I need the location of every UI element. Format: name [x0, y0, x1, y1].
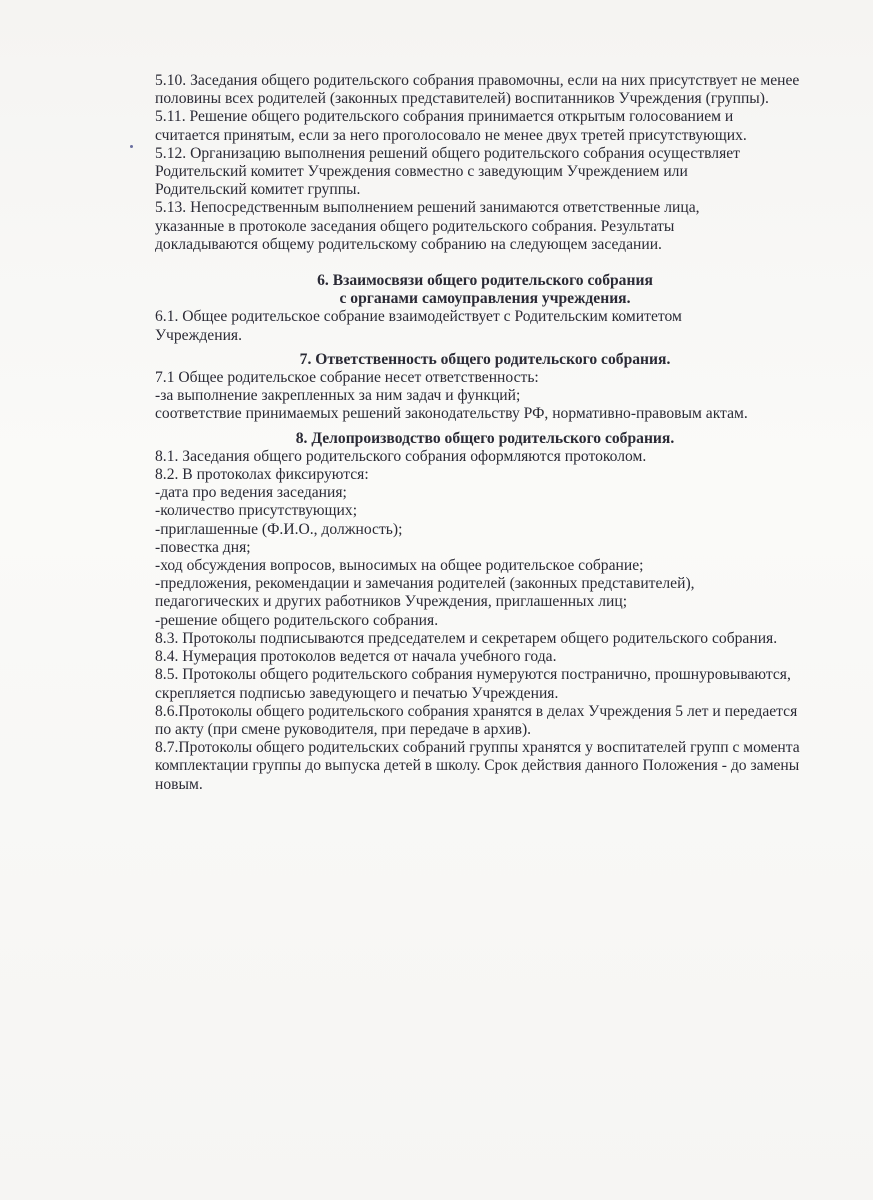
paragraph-8-4: 8.4. Нумерация протоколов ведется от начала учебного года. [155, 648, 557, 666]
paragraph-7-1: 7.1 Общее родительское собрание несет ответственность: [155, 369, 539, 387]
section-6-heading: 6. Взаимосвязи общего родительского собрания с органами самоуправления учреждения. [317, 272, 653, 308]
paragraph-8-1: 8.1. Заседания общего родительского собрания оформляются протоколом. [155, 447, 647, 465]
list-item-agenda: -повестка дня; [155, 538, 251, 556]
paragraph-5-10: 5.10. Заседания общего родительского собрания правомочны, если на них присутствует не менее половины всех родителей (законных представителей) воспитанников Учреждения (группы). [155, 72, 800, 108]
paragraph-7-1-b: соответствие принимаемых решений законодательству РФ, нормативно-правовым актам. [155, 405, 748, 423]
paragraph-5-11: 5.11. Решение общего родительского собрания принимается открытым голосованием и считается принятым, если за него проголосовало не менее двух третей присутствующих. [155, 108, 747, 144]
list-item-proposals: -предложения, рекомендации и замечания родителей (законных представителей), педагогических и других работников Учреждения, приглашенных лиц; [155, 575, 695, 611]
paragraph-5-13: 5.13. Непосредственным выполнением решений занимаются ответственные лица, указанные в протоколе заседания общего родительского собрания. Результаты докладываются общему родительскому собранию на следующем заседании. [155, 199, 700, 253]
paragraph-8-3: 8.3. Протоколы подписываются председателем и секретарем общего родительского собрания. [155, 629, 778, 647]
paragraph-8-5: 8.5. Протоколы общего родительского собрания нумеруются постранично, прошнуровываются, скрепляется подписью заведующего и печатью Учреждения. [155, 666, 791, 702]
list-item-count: -количество присутствующих; [155, 502, 358, 520]
list-item-decision: -решение общего родительского собрания. [155, 611, 439, 629]
paragraph-7-1-a: -за выполнение закрепленных за ним задач и функций; [155, 387, 521, 405]
paragraph-8-2: 8.2. В протоколах фиксируются: [155, 466, 369, 484]
paragraph-5-12: 5.12. Организацию выполнения решений общего родительского собрания осуществляет Родительский комитет Учреждения совместно с заведующим Учреждением или Родительский комитет группы. [155, 144, 740, 199]
ink-speck [130, 145, 133, 148]
section-8-heading: 8. Делопроизводство общего родительского собрания. [295, 429, 675, 447]
list-item-discussion: -ход обсуждения вопросов, выносимых на общее родительское собрание; [155, 557, 644, 575]
list-item-date: -дата про ведения заседания; [155, 484, 347, 502]
paragraph-6-1: 6.1. Общее родительское собрание взаимодействует с Родительским комитетом Учреждения. [155, 308, 682, 344]
section-7-heading: 7. Ответственность общего родительского собрания. [299, 350, 671, 368]
paragraph-8-7: 8.7.Протоколы общего родительских собраний группы хранятся у воспитателей групп с момента комплектации группы до выпуска детей в школу. Срок действия данного Положения - до замены новым. [155, 739, 800, 793]
paragraph-8-6: 8.6.Протоколы общего родительского собрания хранятся в делах Учреждения 5 лет и передается по акту (при смене руководителя, при передаче в архив). [155, 702, 798, 738]
list-item-invited: -приглашенные (Ф.И.О., должность); [155, 520, 403, 538]
document-body [155, 72, 815, 794]
